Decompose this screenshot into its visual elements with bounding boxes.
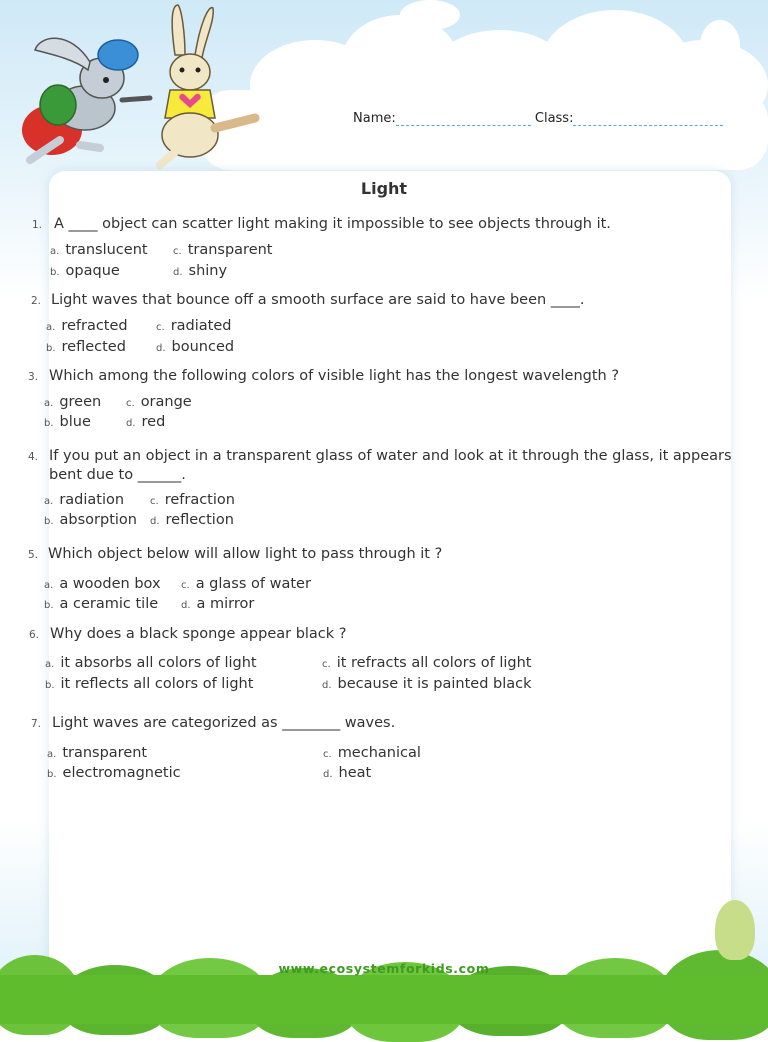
option-b: b. electromagnetic	[47, 765, 181, 781]
option-d: d. reflection	[150, 512, 234, 528]
option-d: d. heat	[323, 765, 372, 781]
option-c: c. refraction	[150, 492, 235, 508]
option-a: a. it absorbs all colors of light	[45, 655, 257, 671]
option-d: d. shiny	[173, 263, 228, 279]
option-c: c. it refracts all colors of light	[322, 655, 532, 671]
question-text: Light waves are categorized as ________ waves.	[52, 715, 396, 731]
question-number: 2.	[31, 295, 42, 307]
question-number: 1.	[32, 219, 43, 231]
question-text: Which among the following colors of visible light has the longest wavelength ?	[49, 368, 620, 384]
rabbits-illustration	[10, 0, 280, 175]
option-a: a. green	[44, 394, 102, 410]
question-number: 6.	[29, 629, 40, 641]
option-b: b. blue	[44, 414, 91, 430]
rabbit-with-heart-shirt-illustration	[160, 5, 255, 165]
worksheet-title: Light	[360, 179, 408, 198]
option-a: a. radiation	[44, 492, 125, 508]
option-a: a. translucent	[50, 242, 148, 258]
option-c: c. mechanical	[323, 745, 421, 761]
option-d: d. bounced	[156, 339, 235, 355]
name-field[interactable]	[396, 111, 531, 126]
option-c: c. a glass of water	[181, 576, 311, 592]
option-d: d. red	[126, 414, 166, 430]
option-b: b. absorption	[44, 512, 137, 528]
option-a: a. refracted	[46, 318, 128, 334]
option-a: a. transparent	[47, 745, 148, 761]
option-d: d. a mirror	[181, 596, 255, 612]
question-number: 3.	[28, 371, 39, 383]
option-c: c. orange	[126, 394, 192, 410]
option-b: b. it reflects all colors of light	[45, 676, 254, 692]
question-number: 7.	[31, 718, 42, 730]
question-text-line-1: If you put an object in a transparent glass of water and look at it through the glass, it appears	[49, 448, 732, 464]
question-text-line-2: bent due to ______.	[49, 467, 186, 483]
question-number: 4.	[28, 451, 39, 463]
option-d: d. because it is painted black	[322, 676, 532, 692]
footer-website-link[interactable]: www.ecosystemforkids.com	[278, 961, 490, 976]
question-text: A ____ object can scatter light making it impossible to see objects through it.	[54, 216, 611, 232]
question-text: Which object below will allow light to pass through it ?	[48, 546, 443, 562]
option-b: b. reflected	[46, 339, 126, 355]
option-c: c. radiated	[156, 318, 232, 334]
question-text: Light waves that bounce off a smooth surface are said to have been ____.	[51, 292, 585, 308]
class-field[interactable]	[573, 111, 723, 126]
question-text: Why does a black sponge appear black ?	[50, 626, 347, 642]
rabbit-with-backpack-illustration	[22, 38, 150, 160]
option-c: c. transparent	[173, 242, 273, 258]
option-b: b. a ceramic tile	[44, 596, 159, 612]
option-b: b. opaque	[50, 263, 120, 279]
question-number: 5.	[28, 549, 39, 561]
name-class-bar	[353, 111, 723, 126]
class-label: Class:	[534, 111, 574, 126]
option-a: a. a wooden box	[44, 576, 161, 592]
name-label: Name:	[353, 111, 396, 126]
